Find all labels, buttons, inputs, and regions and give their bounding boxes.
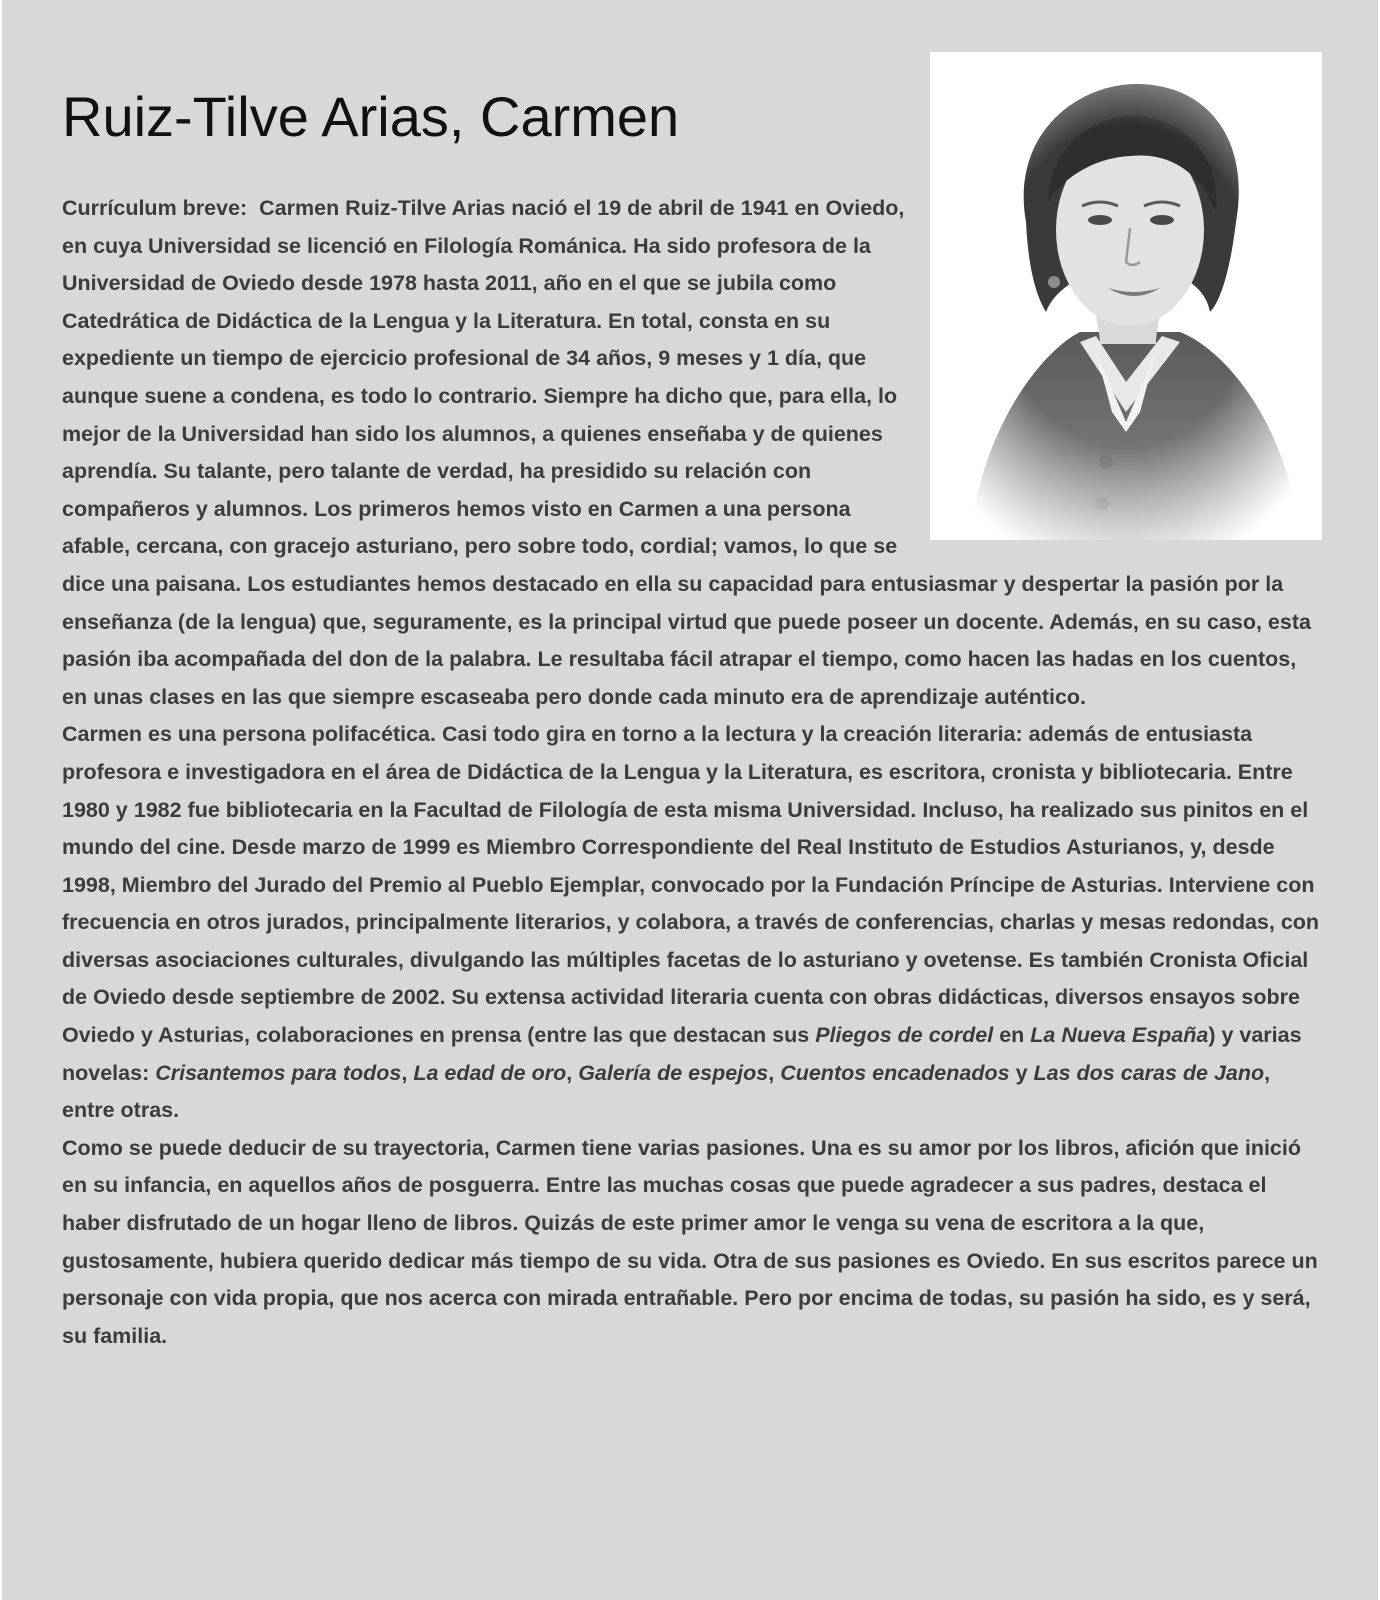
bio-text: ) y varias novelas: [62,1023,1302,1085]
work-title: Las dos caras de Jano [1033,1060,1265,1085]
work-title: La edad de oro [413,1060,567,1085]
bio-text: Carmen es una persona polifacética. Casi todo gira en torno a la lectura y la creación literaria: además de entusiasta profesora e investigadora en el área de Didáctica de la Lengua y la Literatura, es escritora, cronista y bibliotecaria. Entre 1980 y 1982 fue bibliotecaria en la Facultad de Filología de esta misma Universidad. Incluso, ha realizado sus pinitos en el mundo del cine. Desde marzo de 1999 es Miembro Correspondiente del Real Instituto de Estudios Asturianos, y, desde 1998, Miembro del Jurado del Premio al Pueblo Ejemplar, convocado por la Fundación Príncipe de Asturias. Interviene con frecuencia en otros jurados, principalmente literarios, y colabora, a través de conferencias, charlas y mesas redondas, con diversas asociaciones culturales, divulgando las múltiples facetas de lo asturiano y ovetense. Es también Cronista Oficial de Oviedo desde septiembre de 2002. Su extensa actividad literaria cuenta con obras didácticas, diversos ensayos sobre Oviedo y Asturias, colaboraciones en prensa (entre las que destacan sus [62,722,1320,1048]
work-title: Crisantemos para todos [155,1060,402,1085]
separator: , [566,1060,573,1085]
work-title: Cuentos encadenados [780,1060,1010,1085]
bio-text: Carmen Ruiz-Tilve Arias nació el 19 de abril de 1941 en Oviedo, en cuya Universidad se licenció en Filología Románica. Ha sido profesora de la Universidad de Oviedo desde 1978 hasta 2011, año en el que se jubila como Catedrática de Didáctica de la Lengua y la Literatura. En total, consta en su expediente un tiempo de ejercicio profesional de 34 años, 9 meses y 1 día, que aunque suene a condena, es todo lo contrario. Siempre ha dicho que, para ella, lo mejor de la Universidad han sido los alumnos, a quienes enseñaba y de quienes aprendía. Su talante, pero talante de verdad, ha presidido su relación con compañeros y alumnos. Los primeros hemos visto en Carmen a una persona afable, cercana, con gracejo asturiano, pero sobre todo, cordial; vamos, lo que se dice una paisana. Los estudiantes hemos destacado en ella su capacidad para entusiasmar y despertar la pasión por la enseñanza (de la lengua) que, seguramente, es la principal virtud que puede poseer un docente. Además, en su caso, esta pasión iba acompañada del don de la palabra. Le resultaba fácil atrapar el tiempo, como hacen las hadas en los cuentos, en unas clases en las que siempre escaseaba pero donde cada minuto era de aprendizaje auténtico. [62,196,1311,709]
page-title: Ruiz-Tilve Arias, Carmen [62,85,680,148]
bio-text: en [999,1023,1025,1048]
bio-text: Como se puede deducir de su trayectoria, Carmen tiene varias pasiones. Una es su amor por los libros, afición que inició en su infancia, en aquellos años de posguerra. Entre las muchas cosas que puede agradecer a sus padres, destaca el haber disfrutado de un hogar lleno de libros. Quizás de este primer amor le venga su vena de escritora a la que, gustosamente, hubiera querido dedicar más tiempo de su vida. Otra de sus pasiones es Oviedo. En sus escritos parece un personaje con vida propia, que nos acerca con mirada entrañable. Pero por encima de todas, su pasión ha sido, es y será, su familia. [62,1135,1318,1348]
work-title: Galería de espejos [578,1060,769,1085]
work-title: Pliegos de cordel [815,1023,994,1048]
separator: , [401,1060,408,1085]
separator: , [768,1060,775,1085]
bio-label: Currículum breve: [62,196,248,220]
bio-paragraph-3 [62,1130,1320,1356]
work-title: La Nueva España [1030,1023,1209,1048]
bio-paragraph-2 [62,716,1320,1130]
portrait-photo [930,52,1322,540]
portrait-photo-icon [930,52,1322,540]
bio-text: y [1015,1060,1028,1085]
page [2,0,1378,1600]
bio-text: , entre otras. [62,1060,1271,1123]
